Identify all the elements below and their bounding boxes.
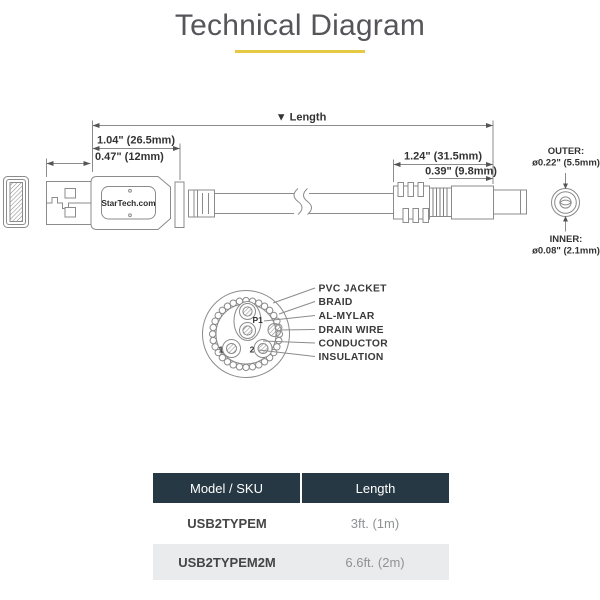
table-row <box>153 503 449 544</box>
dim-usb-shell-text: 0.47" (12mm) <box>95 151 164 163</box>
dim-plug-barrel-text: 0.39" (9.8mm) <box>425 165 497 178</box>
barrel-end-view <box>532 146 600 257</box>
length-cell: 3ft. (1m) <box>350 516 400 531</box>
length-label: ▼ Length <box>275 111 327 124</box>
outer-label: OUTER: <box>547 146 585 157</box>
usb-side-view <box>47 177 215 230</box>
cross-section-label-al-mylar: AL-MYLAR <box>318 311 375 322</box>
table-header-model-sku: Model / SKU <box>190 480 263 496</box>
inner-label: INNER: <box>549 234 583 245</box>
dim-usb-body-text: 1.04" (26.5mm) <box>97 134 175 147</box>
model-length-table <box>153 473 449 580</box>
table-header-row <box>153 473 449 503</box>
cross-section-label-braid: BRAID <box>318 297 353 308</box>
cable-drawing <box>215 189 394 215</box>
model-cell: USB2TYPEM <box>187 516 267 531</box>
table-header-length: Length <box>300 473 449 503</box>
cross-section-label-insulation: INSULATION <box>318 352 384 363</box>
cable-break-mark <box>294 189 302 215</box>
table-row <box>153 544 449 580</box>
dimension-plug-barrel <box>425 166 497 182</box>
cable-cross-section <box>203 284 389 378</box>
model-cell: USB2TYPEM2M <box>178 554 276 570</box>
cross-section-label-pvc-jacket: PVC JACKET <box>318 283 387 295</box>
pair-label: P1 <box>252 315 263 325</box>
outer-value: ø0.22" (5.5mm) <box>532 157 600 169</box>
cable-break-mark <box>304 189 312 215</box>
conductor-2-label: 2 <box>249 344 255 355</box>
barrel-connector-drawing <box>394 183 527 223</box>
usb-end-view <box>4 177 29 228</box>
conductor-1-label: 1 <box>218 344 224 355</box>
dim-plug-total-text: 1.24" (31.5mm) <box>404 150 482 163</box>
inner-value: ø0.08" (2.1mm) <box>532 245 600 257</box>
cross-section-label-drain-wire: DRAIN WIRE <box>318 325 384 336</box>
page-title: Technical Diagram <box>174 9 426 42</box>
startech-logo: StarTech.com <box>101 198 156 208</box>
length-cell: 6.6ft. (2m) <box>345 554 405 570</box>
cross-section-label-conductor: CONDUCTOR <box>318 338 388 350</box>
dimension-usb-shell <box>47 151 165 177</box>
